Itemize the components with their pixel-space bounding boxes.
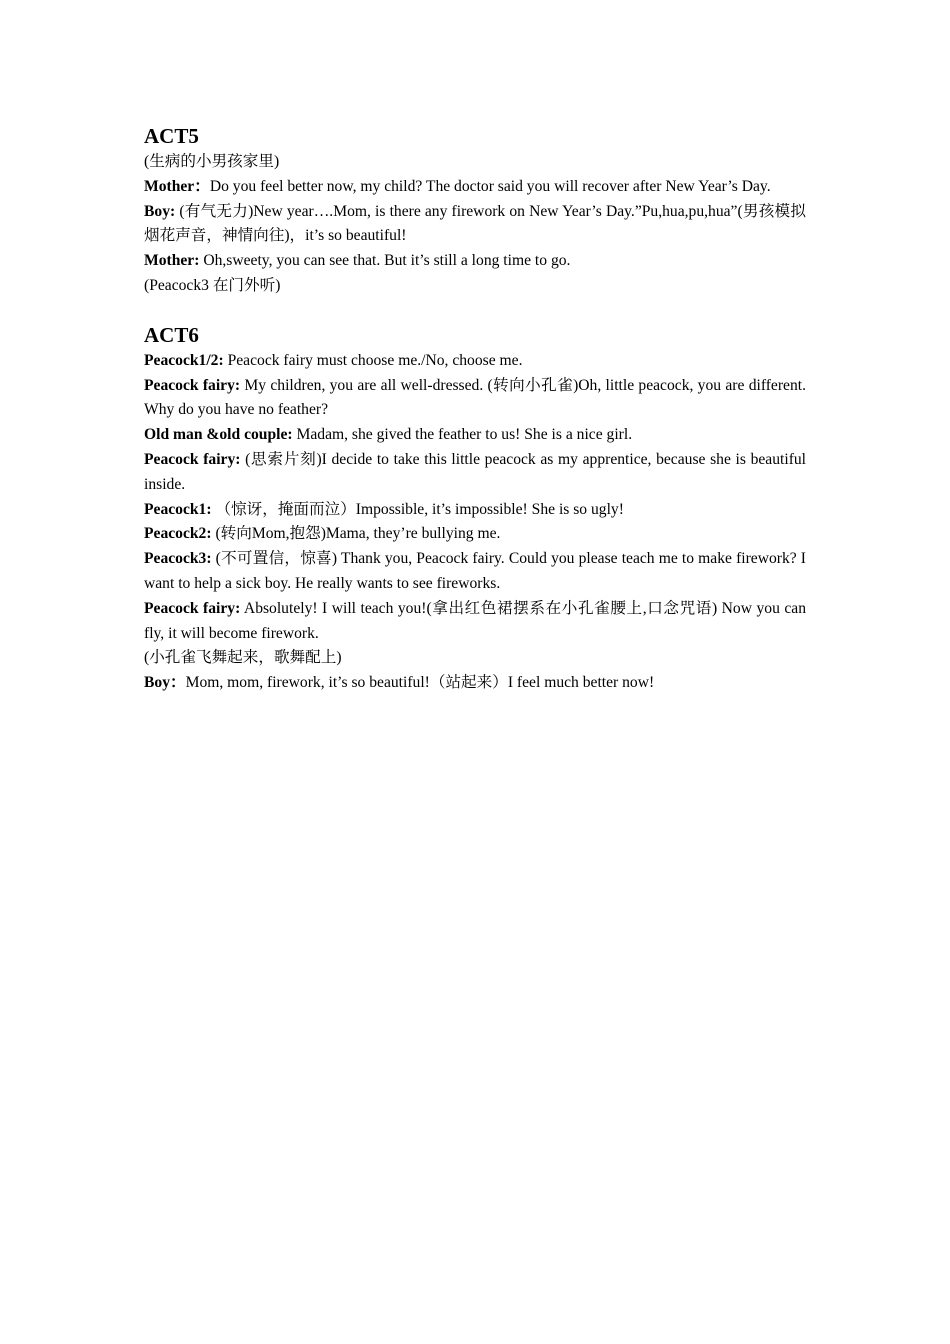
line-text: (Peacock3 在门外听)	[144, 276, 281, 294]
dialogue-line	[144, 200, 806, 250]
speaker-name: Peacock2:	[144, 525, 212, 543]
speaker-name: Mother:	[144, 252, 200, 270]
section-spacer	[144, 299, 806, 321]
act-5-section	[144, 122, 806, 299]
speaker-name: Peacock fairy:	[144, 599, 241, 617]
speaker-name: Boy：	[144, 674, 186, 692]
speaker-name: Peacock fairy:	[144, 376, 241, 394]
stage-direction	[144, 274, 806, 299]
dialogue-line	[144, 349, 806, 374]
line-text: Do you feel better now, my child? The doctor said you will recover after New Year’s Day.	[209, 177, 771, 195]
line-text: Mom, mom, firework, it’s so beautiful!（站起来）I feel much better now!	[185, 674, 655, 692]
line-text: (小孔雀飞舞起来，歌舞配上)	[144, 649, 342, 667]
act-title: ACT5	[144, 124, 199, 148]
line-text: Peacock fairy must choose me./No, choose me.	[223, 351, 523, 369]
dialogue-line	[144, 547, 806, 597]
stage-direction	[144, 150, 806, 175]
script-page	[144, 122, 806, 696]
line-text: (有气无力)New year….Mom, is there any firework on New Year’s Day.”Pu,hua,pu,hua”(男孩模拟烟花声音，神情向往)，it’s so beautiful!	[144, 202, 806, 245]
line-text: Madam, she gived the feather to us! She is a nice girl.	[292, 426, 633, 444]
speaker-name: Old man &old couple:	[144, 426, 293, 444]
speaker-name: Peacock3:	[144, 550, 212, 568]
dialogue-line	[144, 249, 806, 274]
stage-direction	[144, 646, 806, 671]
speaker-name: Peacock fairy:	[144, 450, 241, 468]
dialogue-line	[144, 448, 806, 498]
dialogue-line	[144, 522, 806, 547]
speaker-name: Mother：	[144, 177, 210, 195]
speaker-name: Boy:	[144, 202, 176, 220]
dialogue-line	[144, 597, 806, 647]
dialogue-line	[144, 175, 806, 200]
line-text: (思索片刻)I decide to take this little peacock as my apprentice, because she is beautiful inside.	[144, 450, 807, 493]
dialogue-line	[144, 374, 806, 424]
line-text: My children, you are all well-dressed. (转向小孔雀)Oh, little peacock, you are different. Why do you have no feather?	[144, 376, 806, 419]
line-text: (不可置信，惊喜) Thank you, Peacock fairy. Could you please teach me to make firework? I want to help a sick boy. He really wants to see fireworks.	[144, 550, 806, 592]
line-text: (生病的小男孩家里)	[144, 153, 280, 170]
line-text: （惊讶，掩面而泣）Impossible, it’s impossible! She is so ugly!	[211, 500, 624, 518]
dialogue-line	[144, 671, 806, 696]
speaker-name: Peacock1/2:	[144, 351, 224, 369]
dialogue-line	[144, 423, 806, 448]
line-text: (转向Mom,抱怨)Mama, they’re bullying me.	[211, 525, 501, 543]
speaker-name: Peacock1:	[144, 500, 212, 518]
line-text: Oh,sweety, you can see that. But it’s still a long time to go.	[199, 252, 571, 270]
line-text: Absolutely! I will teach you!(拿出红色裙摆系在小孔雀腰上,口念咒语) Now you can fly, it will become firework.	[144, 599, 806, 642]
dialogue-line	[144, 498, 806, 523]
act-title: ACT6	[144, 322, 199, 347]
act-6-section	[144, 321, 806, 696]
